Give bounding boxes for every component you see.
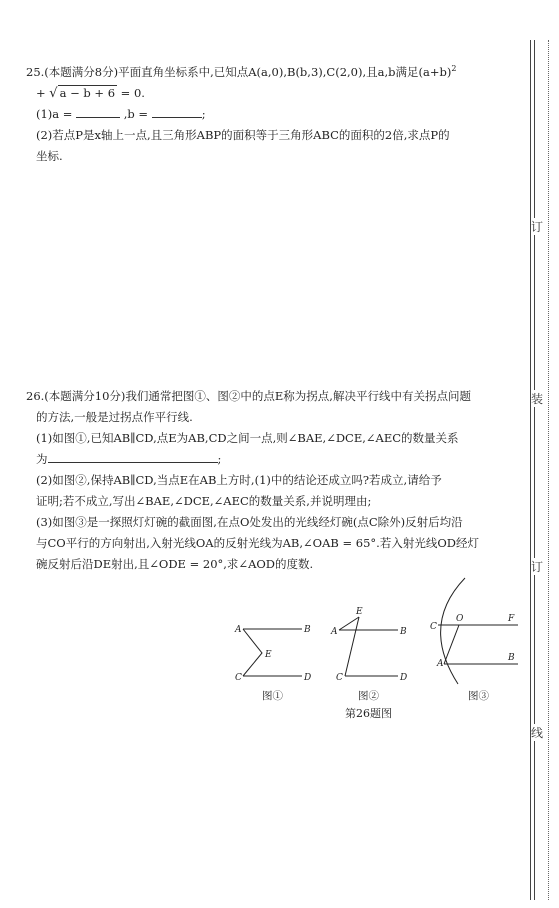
fig3-label-o: O	[456, 614, 464, 624]
q26-line2: 的方法,一般是过拐点作平行线.	[36, 410, 193, 424]
fig3-line-oa	[444, 625, 459, 664]
question-25: 25.(本题满分8分)平面直角坐标系中,已知点A(a,0),B(b,3),C(2,0),且a,b满足$(a+b)^2$ + √ a − b + 6 = 0. (1)a = ,b = ; (2)若点P是x轴上一点,且三角形ABP的面积等于三角形ABC的面积的2倍,求点P的 坐标.	[26, 58, 522, 167]
q26-line1: 26.(本题满分10分)我们通常把图①、图②中的点E称为拐点,解决平行线中有关拐点问题	[26, 389, 471, 403]
fig2-label-c: C	[336, 673, 343, 683]
fig2-caption: 图②	[358, 690, 379, 702]
q25-radicand: a − b + 6	[59, 85, 116, 100]
fig1-label-d: D	[304, 673, 312, 683]
q26-line4-prefix: 为	[36, 452, 48, 466]
margin-char-1: 订	[531, 220, 544, 234]
q25-line4: (2)若点P是x轴上一点,且三角形ABP的面积等于三角形ABC的面积的2倍,求点P的	[36, 127, 450, 142]
q26-line5: (2)如图②,保持AB∥CD,当点E在AB上方时,(1)中的结论还成立吗?若成立,请给予	[36, 473, 442, 487]
figure-set-title: 第26题图	[345, 707, 392, 720]
q26-line8: 与CO平行的方向射出,入射光线OA的反射光线为AB,∠OAB = 65°.若入射光线OD经灯	[36, 536, 479, 550]
margin-line-1	[530, 40, 531, 900]
fig1-label-b: B	[304, 625, 311, 635]
fig3-label-c: C	[430, 622, 437, 632]
fig2-label-b: B	[400, 627, 407, 637]
q25-part1-a: (1)a =	[36, 106, 73, 121]
q25-line5: 坐标.	[36, 148, 63, 163]
q25-sup: 2	[451, 64, 457, 73]
fig1-label-a: A	[235, 625, 242, 635]
q26-line3: (1)如图①,已知AB∥CD,点E为AB,CD之间一点,则∠BAE,∠DCE,∠AEC的数量关系	[36, 431, 459, 445]
q25-line1: 25.(本题满分8分)平面直角坐标系中,已知点A(a,0),B(b,3),C(2,0),且a,b满足(a+b)	[26, 64, 452, 79]
q26-line9: 碗反射后沿DE射出,且∠ODE = 20°,求∠AOD的度数.	[36, 557, 314, 571]
q25-line2-prefix: +	[36, 85, 50, 100]
margin-dotted-line	[548, 40, 549, 900]
fig1-bent-line	[243, 629, 262, 676]
fig1-caption: 图①	[262, 690, 283, 702]
fig2-label-e: E	[356, 607, 363, 617]
fig3-reflector-arc	[441, 578, 465, 684]
figure-2	[339, 617, 398, 676]
figure-1	[243, 629, 302, 676]
fig3-caption: 图③	[468, 690, 489, 702]
q26-line7: (3)如图③是一探照灯灯碗的截面图,在点O处发出的光线经灯碗(点C除外)反射后均沿	[36, 515, 463, 529]
margin-char-4: 线	[531, 726, 544, 740]
margin-line-2	[534, 40, 535, 900]
q26-line6: 证明;若不成立,写出∠BAE,∠DCE,∠AEC的数量关系,并说明理由;	[36, 494, 372, 508]
q25-part1-end: ;	[201, 106, 206, 121]
q26-line4-end: ;	[217, 452, 222, 466]
fig2-label-a: A	[331, 627, 338, 637]
figure-3	[438, 578, 518, 684]
fig2-label-d: D	[400, 673, 408, 683]
fig3-label-a: A	[437, 659, 444, 669]
margin-char-3: 订	[531, 560, 544, 574]
fig2-line-ec	[345, 617, 359, 676]
fig3-label-b: B	[508, 653, 515, 663]
fig1-label-e: E	[265, 650, 272, 660]
margin-char-2: 装	[531, 392, 544, 406]
fig1-label-c: C	[235, 673, 242, 683]
q25-part1-b: ,b =	[123, 106, 149, 121]
fig3-label-f: F	[508, 614, 515, 624]
q25-line2-suffix: = 0.	[117, 85, 145, 100]
